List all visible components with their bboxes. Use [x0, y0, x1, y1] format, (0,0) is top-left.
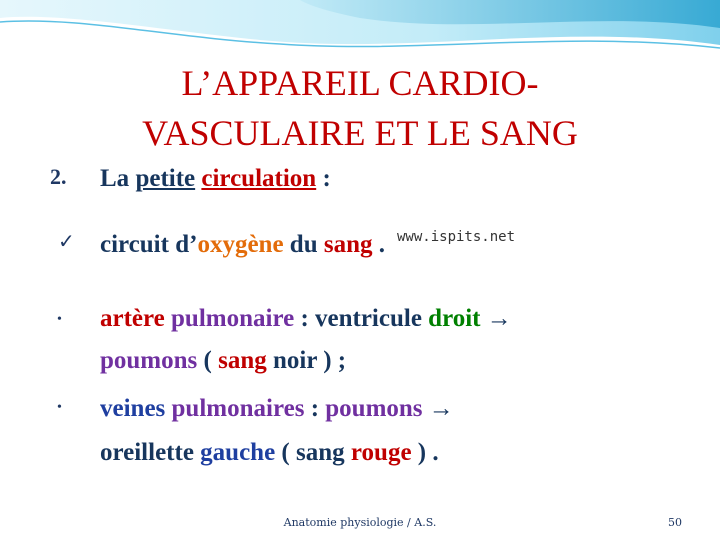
bullet-icon: • — [57, 312, 62, 327]
title-line-2: VASCULAIRE ET LE SANG — [142, 113, 578, 153]
bullet-icon: • — [57, 400, 62, 415]
section-number: 2. — [50, 164, 67, 189]
footer-text: Anatomie physiologie / A.S. — [283, 516, 437, 529]
section-heading-text: La petite circulation : — [100, 165, 331, 192]
item-3-line-1: veines pulmonaires : poumons → — [100, 395, 454, 422]
item-2-line-1: artère pulmonaire : ventricule droit → — [100, 305, 512, 332]
item-1-text: circuit d’oxygène du sang . — [100, 231, 385, 258]
page-number: 50 — [668, 516, 682, 529]
item-3-line-2: oreillette gauche ( sang rouge ) . — [100, 439, 439, 466]
watermark-url: www.ispits.net — [397, 229, 516, 245]
header-wave-band — [0, 0, 720, 60]
checkmark-icon: ✓ — [58, 231, 75, 253]
title-line-1: L’APPAREIL CARDIO- — [181, 63, 539, 103]
slide-title — [0, 58, 720, 158]
item-2-line-2: poumons ( sang noir ) ; — [100, 347, 347, 374]
